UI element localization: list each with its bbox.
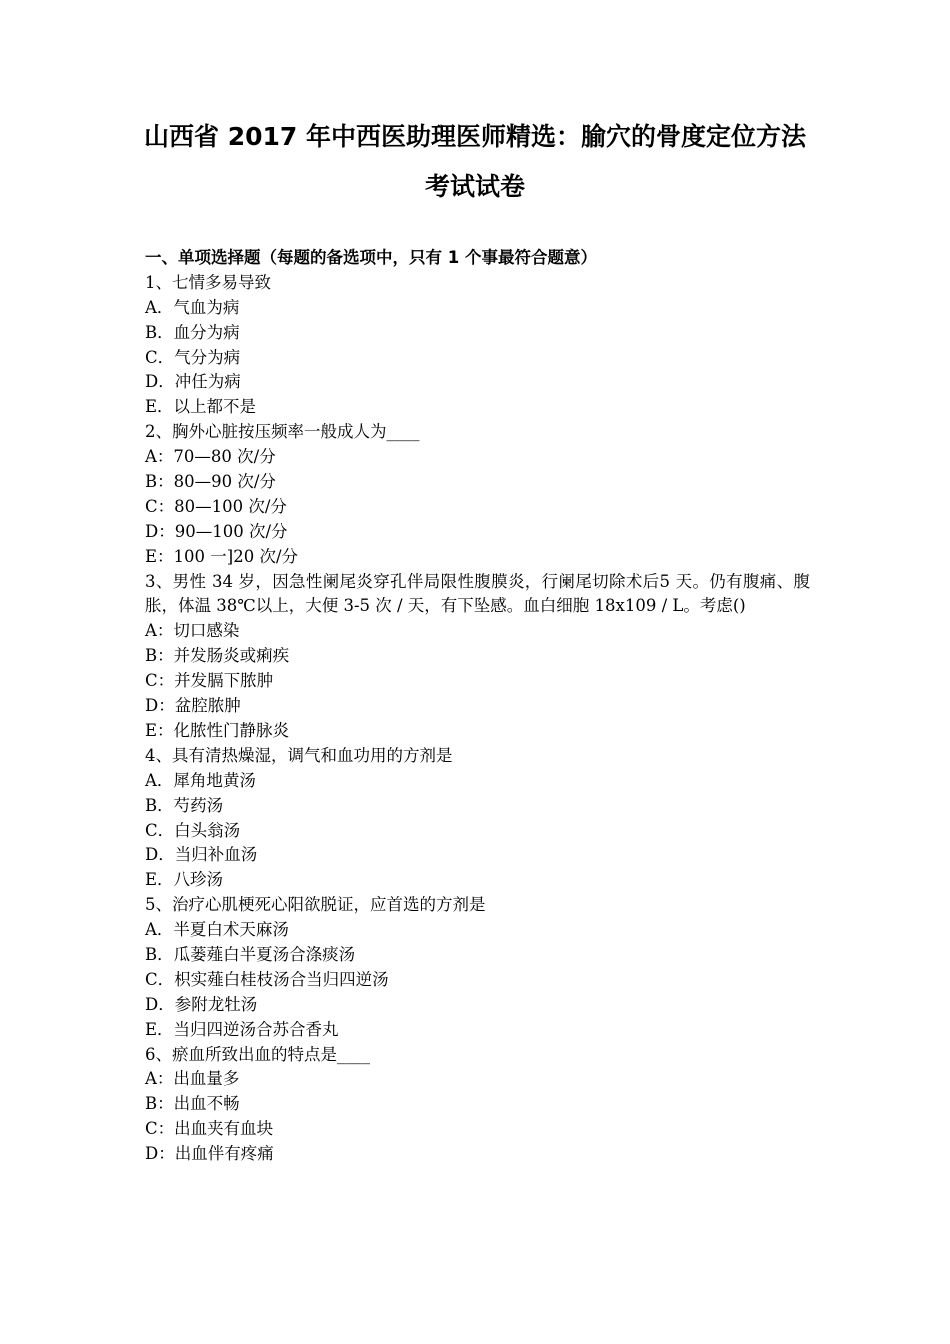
question-option: A．半夏白术天麻汤 bbox=[145, 920, 289, 940]
question-stem: 5、治疗心肌梗死心阳欲脱证，应首选的方剂是 bbox=[145, 895, 486, 915]
question-option: B．血分为病 bbox=[145, 322, 240, 342]
question-option: A．气血为病 bbox=[145, 297, 240, 317]
question-5 bbox=[145, 893, 810, 1042]
document-title-line-2: 考试试卷 bbox=[424, 172, 525, 201]
question-option: E：化脓性门静脉炎 bbox=[145, 720, 290, 740]
question-option: A：切口感染 bbox=[145, 621, 240, 641]
question-option: D．参附龙牡汤 bbox=[145, 994, 258, 1014]
question-option: C．气分为病 bbox=[145, 347, 241, 367]
question-stem: 6、瘀血所致出血的特点是____ bbox=[145, 1044, 370, 1064]
question-option: A．犀角地黄汤 bbox=[145, 770, 256, 790]
question-option: C：并发膈下脓肿 bbox=[145, 671, 274, 691]
question-option: B：80—90 次/分 bbox=[145, 472, 276, 492]
question-option: C：80—100 次/分 bbox=[145, 496, 287, 516]
question-option: C．白头翁汤 bbox=[145, 820, 241, 840]
question-option: A：70—80 次/分 bbox=[145, 447, 276, 467]
document-body bbox=[145, 246, 810, 1167]
question-3 bbox=[145, 570, 810, 744]
question-option: E．八珍汤 bbox=[145, 870, 224, 890]
question-option: E：100 一]20 次/分 bbox=[145, 546, 299, 566]
section-heading: 一、单项选择题（每题的备选项中，只有 1 个事最符合题意） bbox=[145, 248, 597, 267]
question-option: B．芍药汤 bbox=[145, 795, 224, 815]
question-6 bbox=[145, 1043, 810, 1167]
question-option: D．冲任为病 bbox=[145, 372, 241, 392]
question-2 bbox=[145, 420, 810, 569]
document-title-line-1: 山西省 2017 年中西医助理医师精选：腧穴的骨度定位方法 bbox=[144, 122, 806, 151]
question-option: D：90—100 次/分 bbox=[145, 521, 288, 541]
question-stem: 2、胸外心脏按压频率一般成人为____ bbox=[145, 422, 420, 442]
question-stem: 4、具有清热燥湿，调气和血功用的方剂是 bbox=[145, 745, 453, 765]
question-option: D．当归补血汤 bbox=[145, 845, 258, 865]
question-option: C．枳实薤白桂枝汤合当归四逆汤 bbox=[145, 969, 389, 989]
question-stem: 3、男性 34 岁，因急性阑尾炎穿孔伴局限性腹膜炎，行阑尾切除术后5 天。仍有腹痛、腹胀，体温 38℃以上，大便 3-5 次 / 天，有下坠感。血白细胞 18x109 / L。考虑() bbox=[145, 571, 810, 616]
question-option: C：出血夹有血块 bbox=[145, 1119, 274, 1139]
question-stem: 1、七情多易导致 bbox=[145, 272, 271, 292]
question-4 bbox=[145, 744, 810, 893]
question-option: B．瓜蒌薤白半夏汤合涤痰汤 bbox=[145, 944, 356, 964]
question-option: D：出血伴有疼痛 bbox=[145, 1144, 274, 1164]
question-option: E．当归四逆汤合苏合香丸 bbox=[145, 1019, 339, 1039]
question-option: D：盆腔脓肿 bbox=[145, 696, 241, 716]
question-option: E．以上都不是 bbox=[145, 397, 257, 417]
question-option: B：出血不畅 bbox=[145, 1094, 240, 1114]
question-option: B：并发肠炎或痢疾 bbox=[145, 646, 290, 666]
question-option: A：出血量多 bbox=[145, 1069, 240, 1089]
question-1 bbox=[145, 271, 810, 420]
